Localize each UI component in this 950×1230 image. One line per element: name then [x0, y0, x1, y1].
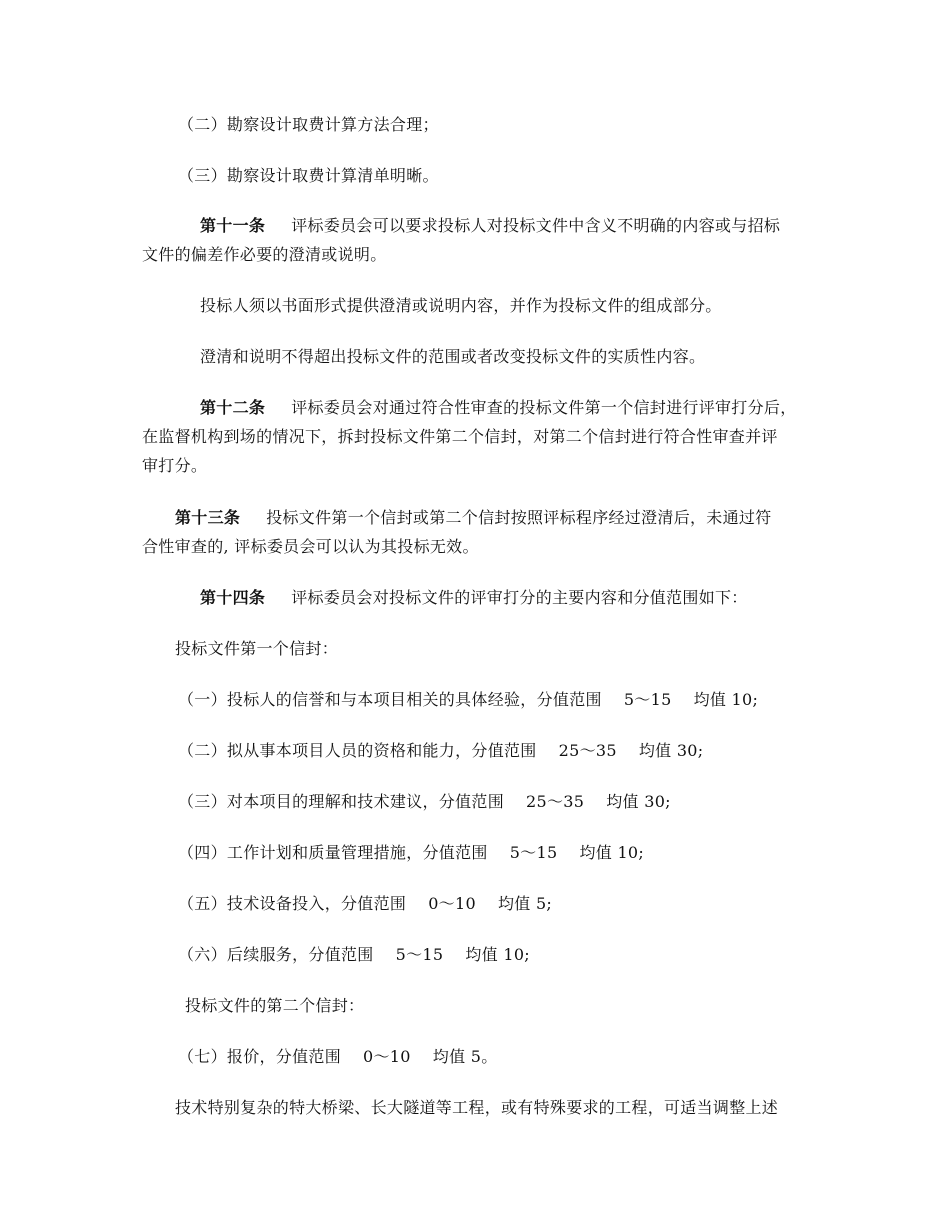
- score-item-4: [178, 843, 644, 863]
- paragraph-item-3: （三）勘察设计取费计算清单明晰。: [178, 166, 439, 185]
- score-item-3: [178, 792, 671, 812]
- paragraph-item-2: （二）勘察设计取费计算方法合理；: [178, 115, 439, 134]
- score-item-label: （六）后续服务，分值范围: [178, 945, 374, 964]
- score-item-average: 均值 5;: [497, 894, 553, 913]
- score-item-label: （五）技术设备投入，分值范围: [178, 894, 407, 913]
- envelope-1-title: 投标文件第一个信封：: [175, 639, 339, 658]
- score-item-average: 均值 10;: [465, 945, 530, 964]
- article-14-heading: 第十四条: [200, 588, 266, 607]
- envelope-2-title: 投标文件的第二个信封：: [185, 996, 365, 1015]
- score-item-5: [178, 894, 552, 914]
- article-11-heading: 第十一条: [200, 216, 266, 235]
- score-item-label: （三）对本项目的理解和技术建议，分值范围: [178, 792, 505, 811]
- paragraph-clarification-scope: 澄清和说明不得超出投标文件的范围或者改变投标文件的实质性内容。: [200, 347, 706, 366]
- score-item-6: [178, 945, 530, 965]
- article-12-line-3: 审打分。: [142, 456, 208, 475]
- paragraph-clarification-form: 投标人须以书面形式提供澄清或说明内容，并作为投标文件的组成部分。: [200, 296, 722, 315]
- score-item-label: （七）报价，分值范围: [178, 1047, 342, 1066]
- article-12-line-1: [200, 398, 797, 418]
- article-13-line-1: [175, 508, 772, 528]
- score-item-range: 0～10: [363, 1047, 411, 1066]
- article-11-text: 评标委员会可以要求投标人对投标文件中含义不明确的内容或与招标: [291, 216, 781, 235]
- score-item-average: 均值 10;: [579, 843, 645, 862]
- article-13-heading: 第十三条: [175, 508, 241, 527]
- article-11-line-1: [200, 216, 780, 236]
- article-12-text: 评标委员会对通过符合性审查的投标文件第一个信封进行评审打分后，: [291, 398, 797, 417]
- score-item-average: 均值 10;: [693, 690, 759, 709]
- score-item-average: 均值 5。: [432, 1047, 498, 1066]
- score-item-range: 0～10: [428, 894, 476, 913]
- article-13-text: 投标文件第一个信封或第二个信封按照评标程序经过澄清后，未通过符: [266, 508, 772, 527]
- score-item-range: 5～15: [623, 690, 672, 709]
- article-13-line-2: 合性审查的, 评标委员会可以认为其投标无效。: [142, 537, 479, 556]
- score-item-label: （二）拟从事本项目人员的资格和能力，分值范围: [178, 741, 537, 760]
- score-item-1: [178, 690, 758, 710]
- article-12-heading: 第十二条: [200, 398, 266, 417]
- score-item-range: 5～15: [395, 945, 444, 964]
- score-item-range: 25～35: [558, 741, 617, 760]
- score-item-2: [178, 741, 703, 761]
- score-item-label: （四）工作计划和质量管理措施，分值范围: [178, 843, 488, 862]
- article-12-line-2: 在监督机构到场的情况下，拆封投标文件第二个信封，对第二个信封进行符合性审查并评: [142, 427, 778, 446]
- score-item-label: （一）投标人的信誉和与本项目相关的具体经验，分值范围: [178, 690, 602, 709]
- score-item-average: 均值 30;: [606, 792, 671, 811]
- score-item-range: 5～15: [509, 843, 558, 862]
- article-14-text: 评标委员会对投标文件的评审打分的主要内容和分值范围如下：: [291, 588, 748, 607]
- score-item-range: 25～35: [526, 792, 585, 811]
- score-item-7: [178, 1047, 498, 1067]
- score-item-average: 均值 30;: [638, 741, 704, 760]
- article-11-line-2: 文件的偏差作必要的澄清或说明。: [142, 245, 387, 264]
- paragraph-adjustment-note: 技术特别复杂的特大桥梁、长大隧道等工程，或有特殊要求的工程，可适当调整上述: [175, 1098, 779, 1117]
- article-14-line-1: [200, 588, 748, 608]
